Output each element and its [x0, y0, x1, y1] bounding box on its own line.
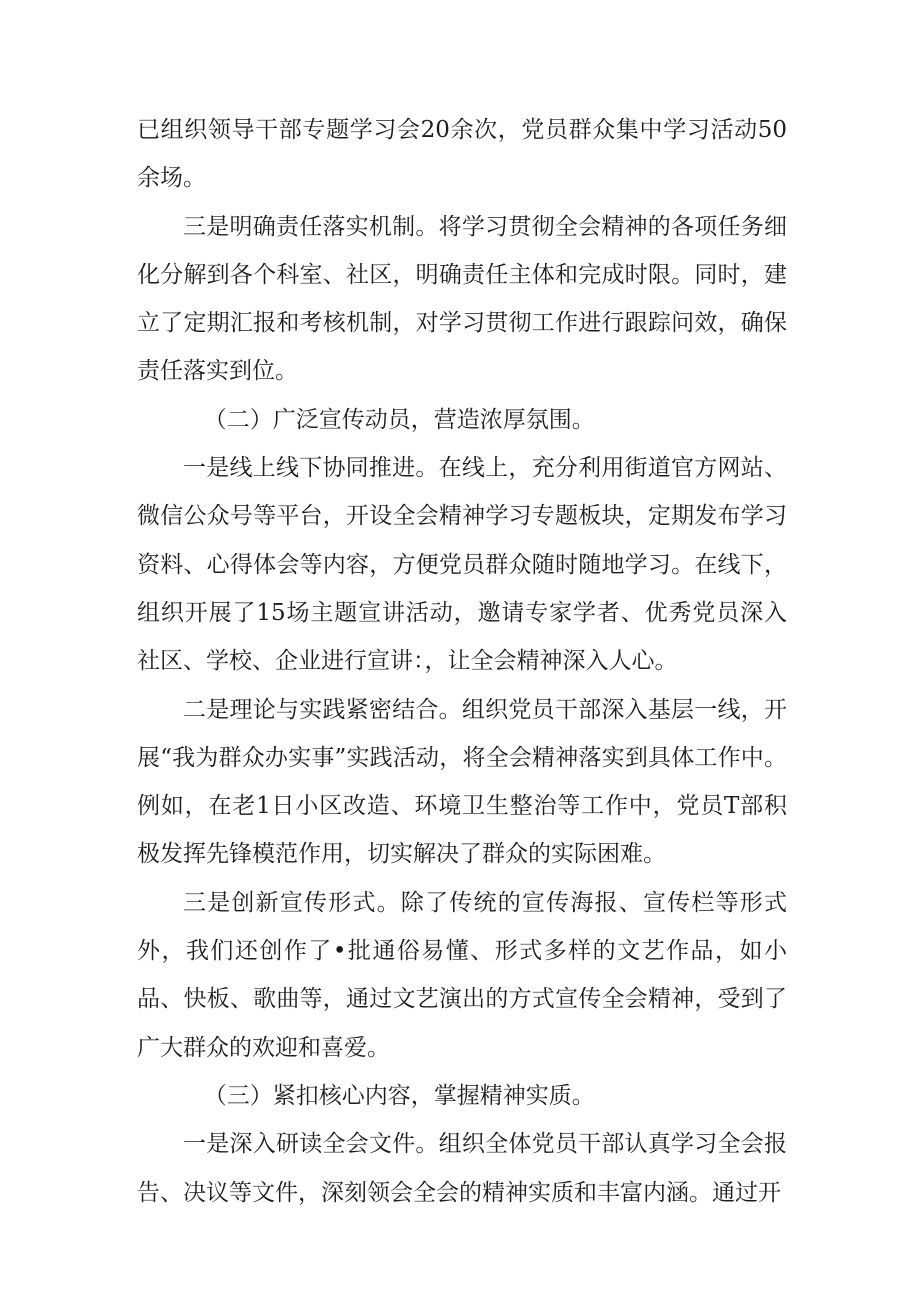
- paragraph-innovative-forms: 三是创新宣传形式。除了传统的宣传海报、宣传栏等形式外，我们还创作了•批通俗易懂、形式多样的文艺作品，如小品、快板、歌曲等，通过文艺演出的方式宣传全会精神，受到了广大群众的欢迎和喜爱。: [137, 889, 787, 1061]
- document-body: [137, 106, 787, 1217]
- section-heading-core-content: （三）紧扣核心内容，掌握精神实质。: [203, 1082, 595, 1109]
- paragraph-online-offline: 一是线上线下协同推进。在线上，充分利用街道官方网站、微信公众号等平台，开设全会精神学习专题板块，定期发布学习资料、心得体会等内容，方便党员群众随时随地学习。在线下，组织开展了15场主题宣讲活动，邀请专家学者、优秀党员深入社区、学校、企业进行宣讲：，让全会精神深入人心。: [137, 455, 787, 675]
- paragraph-study-sessions: 已组织领导干部专题学习会20余次，党员群众集中学习活动50余场。: [137, 117, 787, 192]
- paragraph-responsibility-mechanism: 三是明确责任落实机制。将学习贯彻全会精神的各项任务细化分解到各个科室、社区，明确责任主体和完成时限。同时，建立了定期汇报和考核机制，对学习贯彻工作进行跟踪问效，确保责任落实到位。: [137, 213, 787, 385]
- paragraph-study-documents: 一是深入研读全会文件。组织全体党员干部认真学习全会报告、决议等文件，深刻领会全会的精神实质和丰富内涵。通过开: [137, 1131, 787, 1206]
- section-heading-publicity: （二）广泛宣传动员，营造浓厚氛围。: [203, 406, 595, 433]
- paragraph-theory-practice: 二是理论与实践紧密结合。组织党员干部深入基层一线，开展“我为群众办实事”实践活动，将全会精神落实到具体工作中。例如，在老1日小区改造、环境卫生整治等工作中，党员T部积极发挥先锋模范作用，切实解决了群众的实际困难。: [137, 696, 787, 868]
